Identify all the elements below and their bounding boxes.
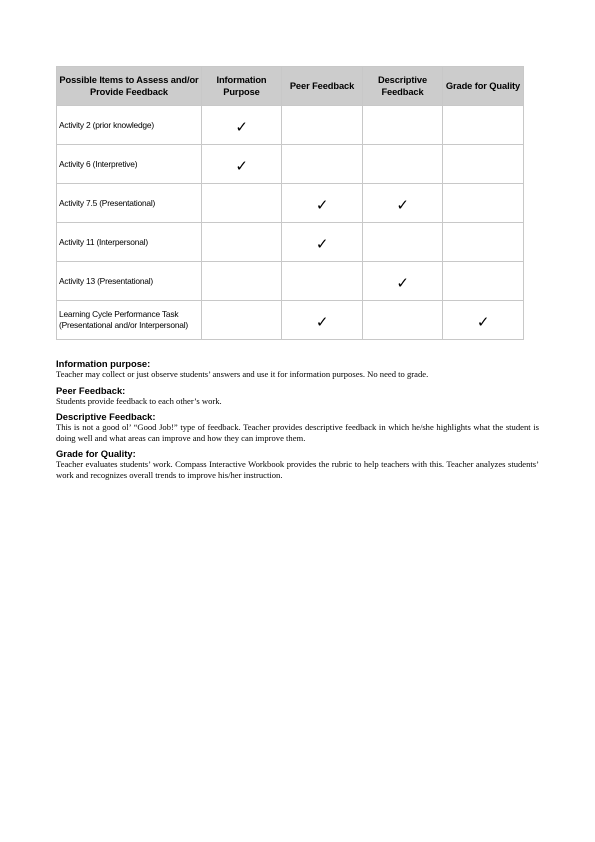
- table-cell: [202, 262, 282, 301]
- definition-item: [56, 411, 539, 443]
- table-cell: [363, 262, 443, 301]
- checkmark-icon: ✓: [315, 312, 329, 331]
- document-page: [56, 66, 539, 485]
- row-label: Learning Cycle Performance Task (Presentational and/or Interpersonal): [57, 301, 202, 340]
- header-peer-feedback: Peer Feedback: [282, 67, 363, 106]
- table-cell: [363, 223, 443, 262]
- definition-body: Teacher may collect or just observe students’ answers and use it for information purposes. No need to grade.: [56, 369, 429, 379]
- table-cell: [443, 223, 524, 262]
- table-cell: [363, 184, 443, 223]
- header-information-purpose: Information Purpose: [202, 67, 282, 106]
- row-label: Activity 7.5 (Presentational): [57, 184, 202, 223]
- row-label: Activity 2 (prior knowledge): [57, 106, 202, 145]
- feedback-table: [56, 66, 524, 340]
- checkmark-icon: ✓: [235, 156, 248, 175]
- table-cell: [202, 145, 282, 184]
- table-row: [57, 223, 524, 262]
- table-cell: [282, 184, 363, 223]
- table-cell: [282, 301, 363, 340]
- definitions-section: [56, 358, 539, 480]
- definition-title: Grade for Quality:: [56, 448, 136, 459]
- table-cell: [202, 223, 282, 262]
- table-cell: [282, 262, 363, 301]
- table-row: [57, 184, 524, 223]
- table-cell: [202, 184, 282, 223]
- table-cell: [282, 223, 363, 262]
- table-cell: [363, 106, 443, 145]
- row-label: Activity 11 (Interpersonal): [57, 223, 202, 262]
- table-cell: [443, 145, 524, 184]
- table-cell: [282, 145, 363, 184]
- header-grade-for-quality: Grade for Quality: [443, 67, 524, 106]
- checkmark-icon: ✓: [476, 312, 490, 331]
- definition-title: Peer Feedback:: [56, 384, 126, 396]
- table-cell: [443, 106, 524, 145]
- table-body: [57, 106, 524, 340]
- checkmark-icon: ✓: [396, 195, 409, 214]
- table-row: [57, 301, 524, 340]
- header-descriptive-feedback: Descriptive Feedback: [363, 67, 443, 106]
- definition-body: Teacher evaluates students’ work. Compass Interactive Workbook provides the rubric to help teachers with this. Teacher analyzes students’ work and recognizes overall trends to improve his/her instruction.: [56, 459, 539, 480]
- definition-item: [56, 358, 539, 380]
- table-cell: [202, 106, 282, 145]
- table-cell: [443, 262, 524, 301]
- definition-item: [56, 385, 539, 407]
- definition-title: Descriptive Feedback:: [56, 411, 156, 422]
- definition-title: Information purpose:: [56, 358, 151, 369]
- definition-body: This is not a good ol’ “Good Job!” type of feedback. Teacher provides descriptive feedback in which he/she highlights what the student is doing well and what areas can improve and how they can improve them.: [56, 422, 539, 443]
- table-cell: [443, 301, 524, 340]
- table-header-row: [57, 67, 524, 106]
- table-cell: [363, 301, 443, 340]
- definition-item: [56, 448, 539, 480]
- checkmark-icon: ✓: [396, 273, 409, 292]
- table-row: [57, 106, 524, 145]
- checkmark-icon: ✓: [235, 117, 248, 136]
- table-cell: [202, 301, 282, 340]
- row-label: Activity 13 (Presentational): [57, 262, 202, 301]
- table-cell: [363, 145, 443, 184]
- definition-body: Students provide feedback to each other’s work.: [56, 395, 222, 406]
- table-cell: [282, 106, 363, 145]
- header-items: Possible Items to Assess and/or Provide Feedback: [57, 67, 202, 106]
- table-row: [57, 145, 524, 184]
- table-cell: [443, 184, 524, 223]
- checkmark-icon: ✓: [315, 234, 329, 253]
- row-label: Activity 6 (Interpretive): [57, 145, 202, 184]
- table-row: [57, 262, 524, 301]
- checkmark-icon: ✓: [315, 195, 329, 214]
